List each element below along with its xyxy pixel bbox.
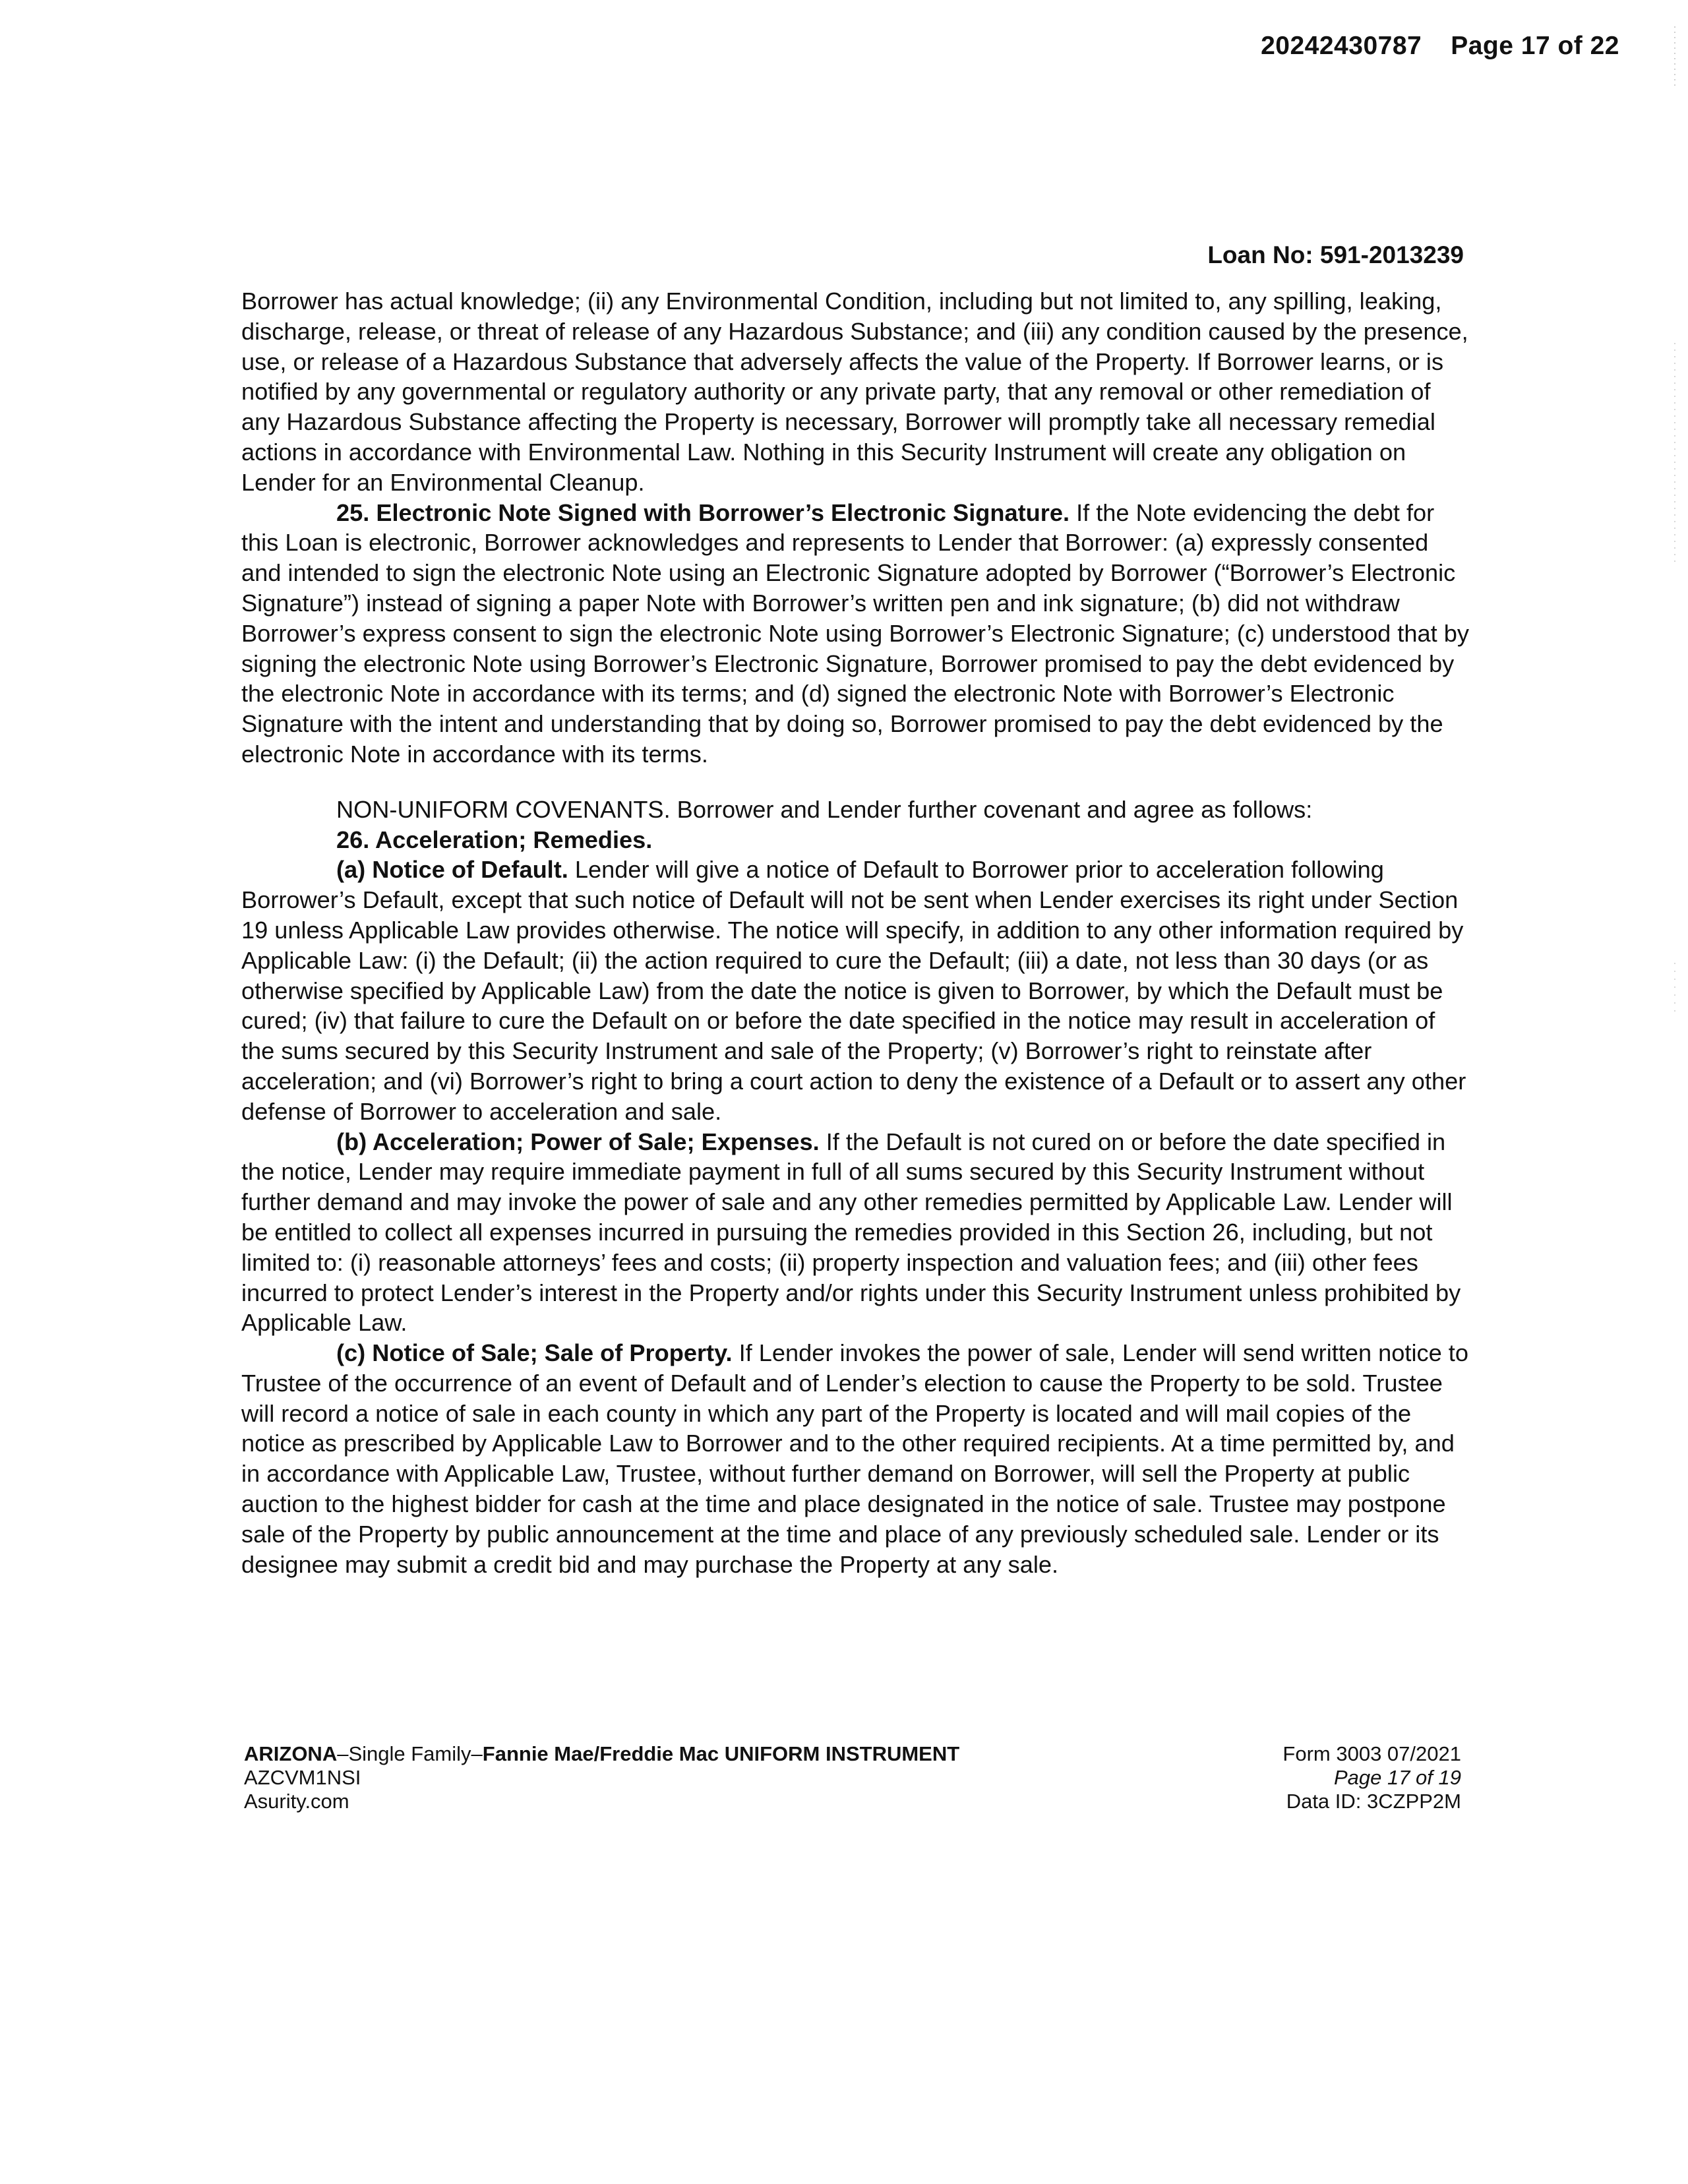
section-26-title: 26. Acceleration; Remedies. [336, 826, 653, 853]
section-26a-heading: (a) Notice of Default. [336, 856, 568, 884]
footer-left [244, 1742, 959, 1813]
section-25 [241, 498, 1474, 770]
section-25-text: If the Note evidencing the debt for this Loan is electronic, Borrower acknowledges and represents to Lender that Borrower: (a) expressly consented and intended to sign the electronic Note using an Electronic Signature adopted by Borrower (“Borrower’s Electronic Signature”) instead of signing a paper Note with Borrower’s written pen and ink signature; (b) did not withdraw Borrower’s express consent to sign the electronic Note using Borrower’s Electronic Signature; (c) understood that by signing the electronic Note using Borrower’s Electronic Signature, Borrower promised to pay the debt evidenced by the electronic Note in accordance with its terms; and (d) signed the electronic Note with Borrower’s Electronic Signature with the intent and understanding that by doing so, Borrower promised to pay the debt evidenced by the electronic Note in accordance with its terms. [241, 499, 1469, 768]
recording-number: 20242430787 [1261, 32, 1422, 60]
paragraph-environmental: Borrower has actual knowledge; (ii) any Environmental Condition, including but not limited to, any spilling, leaking, discharge, release, or threat of release of any Hazardous Substance; and (iii) any condition caused by the presence, use, or release of a Hazardous Substance that adversely affects the value of the Property. If Borrower learns, or is notified by any governmental or regulatory authority or any private party, that any removal or other remediation of any Hazardous Substance affecting the Property is necessary, Borrower will promptly take all necessary remedial actions in accordance with Environmental Law. Nothing in this Security Instrument will create any obligation on Lender for an Environmental Cleanup. [241, 288, 1468, 496]
section-26c-text: If Lender invokes the power of sale, Lender will send written notice to Trustee of the occurrence of an event of Default and of Lender’s election to cause the Property to be sold. Trustee will record a notice of sale in each county in which any part of the Property is located and will mail copies of the notice as prescribed by Applicable Law to Borrower and to the other required recipients. At a time permitted by, and in accordance with Applicable Law, Trustee, without further demand on Borrower, will sell the Property at public auction to the highest bidder for cash at the time and place designated in the notice of sale. Trustee may postpone sale of the Property by public announcement at the time and place of any previously scheduled sale. Lender or its designee may submit a credit bid and may purchase the Property at any sale. [241, 1339, 1468, 1578]
footer-code: AZCVM1NSI [244, 1766, 361, 1789]
section-25-heading: 25. Electronic Note Signed with Borrower’s Electronic Signature. [336, 499, 1070, 526]
loan-number: Loan No: 591-2013239 [1207, 241, 1464, 268]
section-26a-text: Lender will give a notice of Default to Borrower prior to acceleration following Borrower’s Default, except that such notice of Default will not be sent when Lender exercises its right under Section 19 unless Applicable Law provides otherwise. The notice will specify, in addition to any other information required by Applicable Law: (i) the Default; (ii) the action required to cure the Default; (iii) a date, not less than 30 days (or as otherwise specified by Applicable Law) from the date the notice is given to Borrower, by which the Default must be cured; (iv) that failure to cure the Default on or before the date specified in the notice may result in acceleration of the sums secured by this Security Instrument and sale of the Property; (v) Borrower’s right to reinstate after acceleration; and (vi) Borrower’s right to bring a court action to deny the existence of a Default or to assert any other defense of Borrower to acceleration and sale. [241, 856, 1466, 1125]
document-body [241, 286, 1474, 1579]
section-26b [241, 1127, 1474, 1339]
section-26c [241, 1338, 1474, 1579]
footer-form: Form 3003 07/2021 [1282, 1742, 1461, 1765]
footer-site: Asurity.com [244, 1790, 349, 1813]
footer-instrument: Fannie Mae/Freddie Mac UNIFORM INSTRUMENT [482, 1742, 960, 1765]
footer-data-id: Data ID: 3CZPP2M [1286, 1790, 1461, 1813]
footer-state-suffix: –Single Family– [337, 1742, 483, 1765]
footer-state: ARIZONA [244, 1742, 338, 1765]
scan-margin-marks [1662, 0, 1688, 2184]
page-header [1261, 32, 1619, 61]
non-uniform-covenants: NON-UNIFORM COVENANTS. Borrower and Lender further covenant and agree as follows: [336, 795, 1313, 823]
section-26b-heading: (b) Acceleration; Power of Sale; Expenses. [336, 1128, 820, 1155]
page-counter: Page 17 of 22 [1451, 32, 1619, 60]
section-26-heading [241, 825, 1474, 855]
footer-instrument-line [244, 1742, 959, 1766]
section-26c-heading: (c) Notice of Sale; Sale of Property. [336, 1339, 733, 1367]
section-26b-text: If the Default is not cured on or before the date specified in the notice, Lender may require immediate payment in full of all sums secured by this Security Instrument without further demand and may invoke the power of sale and any other remedies permitted by Applicable Law. Lender will be entitled to collect all expenses incurred in pursuing the remedies provided in this Section 26, including, but not limited to: (i) reasonable attorneys’ fees and costs; (ii) property inspection and valuation fees; and (iii) other fees incurred to protect Lender’s interest in the Property and/or rights under this Security Instrument unless prohibited by Applicable Law. [241, 1128, 1461, 1337]
footer-right [1282, 1742, 1461, 1813]
footer-page: Page 17 of 19 [1333, 1766, 1461, 1789]
section-26a [241, 855, 1474, 1126]
